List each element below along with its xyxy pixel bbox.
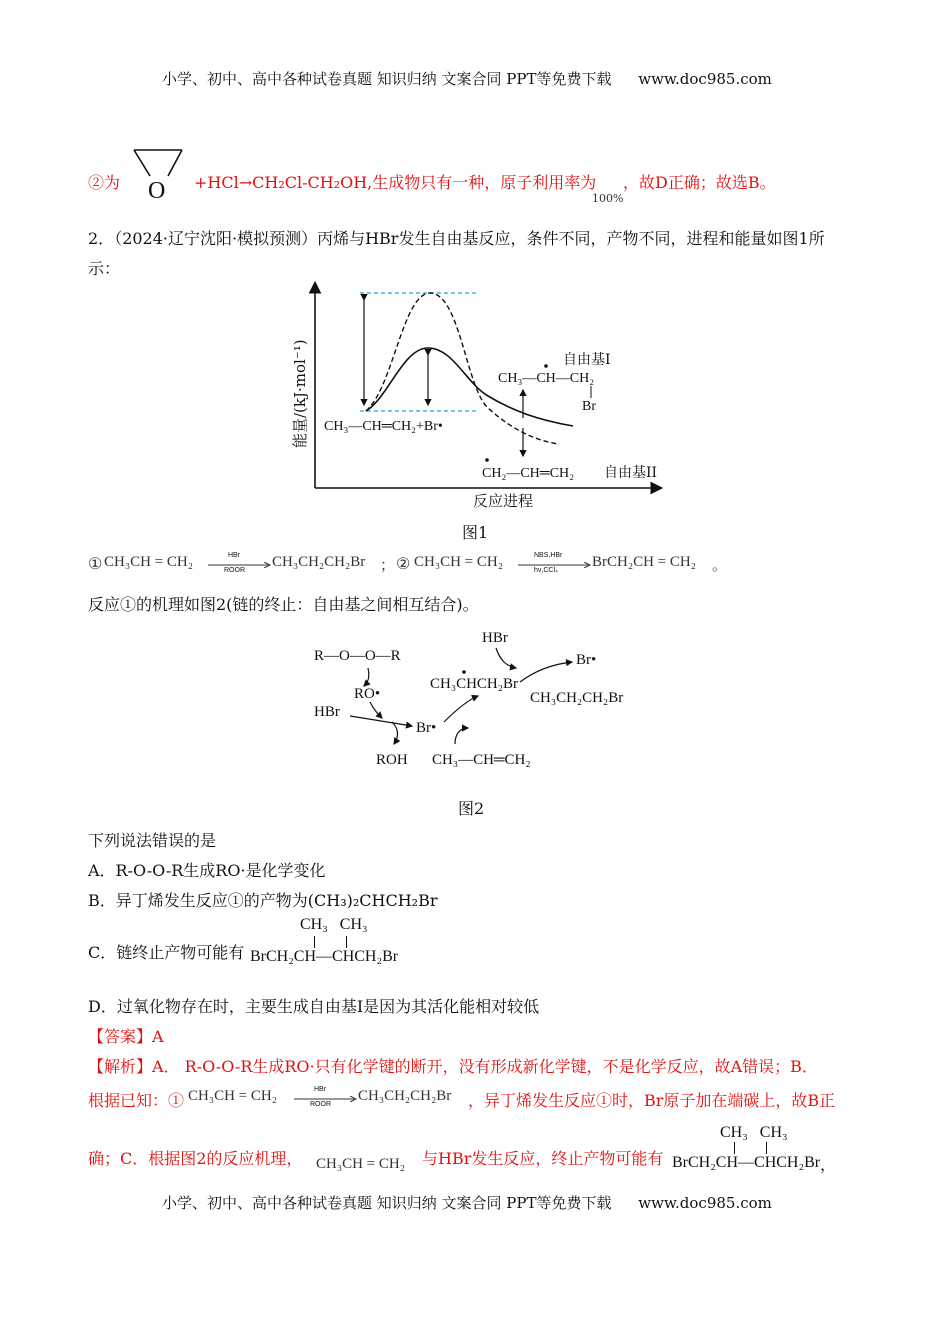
c-bond-1 bbox=[314, 936, 315, 948]
footer-url: www.doc985.com bbox=[638, 1194, 772, 1212]
analysis-3-mol: CH₃CH = CH₂ bbox=[316, 1156, 405, 1172]
fig1-radical2-label: 自由基II bbox=[604, 465, 658, 481]
option-b: B．异丁烯发生反应①的产物为(CH₃)₂CHCH₂Br bbox=[88, 891, 438, 910]
fig1-radical1-br: Br bbox=[582, 399, 596, 414]
fig1-radical2: CH₂—CH═CH₂ bbox=[482, 466, 575, 481]
radical-dot bbox=[485, 458, 489, 462]
option-c: C．链终止产物可能有 bbox=[88, 943, 245, 962]
r1-top: HBr bbox=[228, 552, 241, 559]
analysis-eq-left: CH₃CH = CH₂ bbox=[188, 1088, 277, 1104]
c-struct-main: BrCH₂CH—CHCH₂Br bbox=[250, 948, 399, 965]
sep: ； bbox=[380, 558, 396, 574]
figure-1-caption: 图1 bbox=[462, 523, 489, 542]
radical-dot bbox=[462, 670, 466, 674]
analysis-line-1 bbox=[88, 1054, 818, 1077]
fig2-br2: Br• bbox=[576, 652, 597, 668]
fig2-product: CH₃CH₂CH₂Br bbox=[530, 690, 624, 706]
fig1-xlabel: 反应进程 bbox=[473, 492, 534, 510]
r1-bottom: ROOR bbox=[224, 567, 245, 574]
figure-2-mechanism bbox=[310, 624, 640, 774]
r2-left: CH₃CH = CH₂ bbox=[414, 554, 503, 570]
analysis-line-2 bbox=[88, 1084, 868, 1112]
r2-top: NBS,HBr bbox=[534, 552, 563, 559]
analysis-label: 【解析】 bbox=[88, 1057, 153, 1076]
analysis-3-struct-main: BrCH₂CH—CHCH₂Br bbox=[672, 1154, 821, 1171]
fig1-ylabel: 能量/(kJ·mol⁻¹) bbox=[291, 339, 309, 448]
figure-2-caption: 图2 bbox=[458, 799, 485, 818]
prev-reaction bbox=[194, 170, 596, 193]
footer-text: 小学、初中、高中各种试卷真题 知识归纳 文案合同 PPT等免费下载 bbox=[162, 1194, 612, 1212]
prev-answer-line bbox=[88, 170, 120, 193]
r2-bottom: hν,CCl₄ bbox=[534, 567, 558, 574]
fig1-reactant: CH₃—CH═CH₂+Br• bbox=[324, 419, 443, 434]
prev-reaction-text: +HCl→CH₂Cl-CH₂OH,生成物只有一种，原子利用率为 bbox=[194, 173, 597, 192]
r1-mark: ① bbox=[88, 556, 103, 573]
radical-dot bbox=[544, 364, 548, 368]
question-line-2: 示： bbox=[88, 259, 121, 278]
option-a: A．R-O-O-R生成RO·是化学变化 bbox=[88, 861, 326, 880]
analysis-eq-right: CH₃CH₂CH₂Br bbox=[358, 1088, 452, 1104]
r1-left: CH₃CH = CH₂ bbox=[104, 554, 193, 570]
analysis-3-struct-top: CH₃ CH₃ bbox=[720, 1124, 788, 1141]
mechanism-intro: 反应①的机理如图2(链的终止：自由基之间相互结合)。 bbox=[88, 595, 479, 614]
question-number: 2． bbox=[88, 229, 115, 248]
fig2-roor: R—O—O—R bbox=[314, 648, 401, 664]
fig2-roh: ROH bbox=[376, 752, 408, 768]
analysis-eq-top: HBr bbox=[314, 1086, 327, 1093]
analysis-3-end: ， bbox=[820, 1155, 837, 1174]
c-struct-top: CH₃ CH₃ bbox=[300, 916, 368, 933]
r2-mark: ② bbox=[396, 556, 411, 573]
epoxide-o: O bbox=[148, 178, 166, 204]
option-c-structure bbox=[250, 916, 430, 972]
analysis-eq-bottom: ROOR bbox=[310, 1101, 331, 1108]
page-header bbox=[162, 68, 772, 89]
fig1-radical1-label: 自由基I bbox=[563, 352, 611, 368]
fig2-hbr2: HBr bbox=[482, 630, 508, 646]
fig2-ro: RO• bbox=[354, 686, 381, 702]
prev-pct: 100% bbox=[592, 192, 624, 205]
option-d: D．过氧化物存在时，主要生成自由基I是因为其活化能相对较低 bbox=[88, 997, 540, 1016]
prev-tail: ，故D正确；故选B。 bbox=[623, 173, 776, 192]
fig1-radical1: CH₃—CH—CH₂ bbox=[498, 371, 595, 386]
page-footer bbox=[162, 1192, 772, 1213]
r1-right: CH₃CH₂CH₂Br bbox=[272, 554, 366, 570]
header-url: www.doc985.com bbox=[638, 70, 772, 88]
c-bond-2 bbox=[346, 936, 347, 948]
a-bond-1 bbox=[734, 1142, 735, 1154]
prev-prefix: ②为 bbox=[88, 173, 121, 192]
fig2-propene: CH₃—CH═CH₂ bbox=[432, 752, 531, 768]
question-line-1 bbox=[88, 226, 825, 249]
question-prompt: 下列说法错误的是 bbox=[88, 831, 217, 850]
fig2-br: Br• bbox=[416, 720, 437, 736]
question-stem: （2024·辽宁沈阳·模拟预测）丙烯与HBr发生自由基反应，条件不同，产物不同，进程和能量如图1所 bbox=[114, 229, 825, 248]
answer: 【答案】A bbox=[88, 1027, 164, 1046]
analysis-3-pre: 确；C．根据图2的反应机理， bbox=[88, 1149, 303, 1168]
analysis-2-post: ，异丁烯发生反应①时，Br原子加在端碳上，故B正 bbox=[468, 1091, 836, 1110]
end: 。 bbox=[712, 558, 728, 574]
fig2-radical: CH₃CHCH₂Br bbox=[430, 676, 518, 692]
figure-1-energy-diagram bbox=[288, 278, 678, 510]
epoxide-structure bbox=[130, 146, 186, 204]
a-bond-2 bbox=[766, 1142, 767, 1154]
analysis-3-mid: 与HBr发生反应，终止产物可能有 bbox=[422, 1149, 664, 1168]
analysis-text-1: A． R-O-O-R生成RO·只有化学键的断开，没有形成新化学键，不是化学反应，故A错误；B． bbox=[152, 1057, 818, 1076]
analysis-line-3 bbox=[88, 1124, 868, 1180]
header-text: 小学、初中、高中各种试卷真题 知识归纳 文案合同 PPT等免费下载 bbox=[162, 70, 612, 88]
r2-right: BrCH₂CH = CH₂ bbox=[592, 554, 696, 570]
analysis-2-pre: 根据已知：① bbox=[88, 1091, 185, 1110]
fig2-hbr1: HBr bbox=[314, 704, 340, 720]
